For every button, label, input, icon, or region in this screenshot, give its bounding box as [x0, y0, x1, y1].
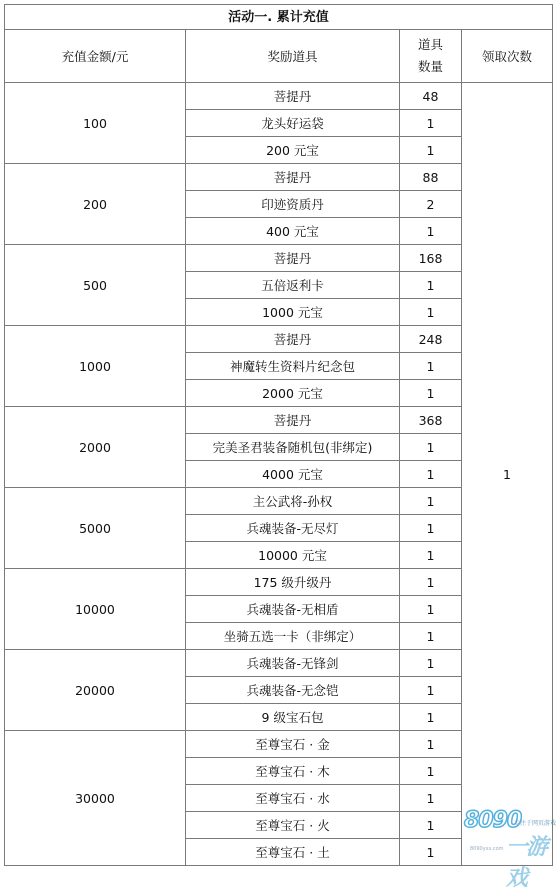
recharge-reward-table [4, 4, 553, 866]
reward-item-quantity: 1 [400, 434, 462, 461]
table-title: 活动一. 累计充值 [5, 5, 553, 30]
reward-item-name: 菩提丹 [186, 407, 400, 434]
reward-item-quantity: 1 [400, 623, 462, 650]
header-qty-line1: 道具 [417, 37, 443, 52]
reward-item-name: 菩提丹 [186, 83, 400, 110]
tier-amount-cell: 100 [5, 83, 186, 164]
watermark-brand: 一游戏 [506, 835, 547, 891]
header-times: 领取次数 [462, 30, 553, 83]
table-row [5, 83, 553, 110]
reward-item-name: 1000 元宝 [186, 299, 400, 326]
reward-item-quantity: 1 [400, 596, 462, 623]
reward-item-name: 兵魂装备-无相盾 [186, 596, 400, 623]
reward-item-name: 至尊宝石 · 火 [186, 812, 400, 839]
reward-item-name: 五倍返利卡 [186, 272, 400, 299]
reward-item-name: 10000 元宝 [186, 542, 400, 569]
watermark-tagline: 专注于网页游戏 [514, 820, 556, 827]
reward-item-quantity: 1 [400, 677, 462, 704]
watermark-url: 8090yxs.com [470, 846, 504, 852]
tier-amount-cell: 2000 [5, 407, 186, 488]
reward-item-name: 主公武将-孙权 [186, 488, 400, 515]
tier-amount-cell: 200 [5, 164, 186, 245]
header-qty-line2: 数量 [417, 59, 443, 74]
reward-item-quantity: 1 [400, 353, 462, 380]
reward-item-quantity: 1 [400, 272, 462, 299]
table-header-row [5, 30, 553, 83]
reward-item-quantity: 1 [400, 839, 462, 866]
header-amount: 充值金额/元 [5, 30, 186, 83]
tier-amount-cell: 5000 [5, 488, 186, 569]
reward-item-quantity: 168 [400, 245, 462, 272]
reward-item-name: 菩提丹 [186, 164, 400, 191]
reward-item-quantity: 48 [400, 83, 462, 110]
tier-amount-cell: 20000 [5, 650, 186, 731]
reward-item-name: 至尊宝石 · 木 [186, 758, 400, 785]
reward-item-name: 坐骑五选一卡（非绑定） [186, 623, 400, 650]
tier-amount-cell: 500 [5, 245, 186, 326]
reward-item-name: 至尊宝石 · 水 [186, 785, 400, 812]
tier-amount-cell: 1000 [5, 326, 186, 407]
reward-item-quantity: 1 [400, 515, 462, 542]
reward-item-quantity: 1 [400, 758, 462, 785]
reward-item-name: 兵魂装备-无念铠 [186, 677, 400, 704]
reward-item-name: 兵魂装备-无锋剑 [186, 650, 400, 677]
reward-item-name: 至尊宝石 · 土 [186, 839, 400, 866]
watermark-number: 8090 [464, 808, 522, 833]
reward-item-quantity: 88 [400, 164, 462, 191]
reward-item-name: 175 级升级丹 [186, 569, 400, 596]
reward-item-name: 兵魂装备-无尽灯 [186, 515, 400, 542]
table-title-row [5, 5, 553, 30]
tier-amount-cell: 10000 [5, 569, 186, 650]
reward-item-quantity: 248 [400, 326, 462, 353]
reward-item-name: 龙头好运袋 [186, 110, 400, 137]
reward-item-quantity: 1 [400, 569, 462, 596]
reward-item-name: 200 元宝 [186, 137, 400, 164]
reward-item-name: 400 元宝 [186, 218, 400, 245]
reward-item-quantity: 1 [400, 110, 462, 137]
reward-item-quantity: 1 [400, 704, 462, 731]
reward-item-quantity: 1 [400, 461, 462, 488]
tier-amount-cell: 30000 [5, 731, 186, 866]
reward-item-quantity: 1 [400, 731, 462, 758]
reward-item-quantity: 1 [400, 299, 462, 326]
reward-item-quantity: 1 [400, 650, 462, 677]
claim-times-cell: 1 [462, 83, 553, 866]
table-body [5, 83, 553, 866]
reward-item-name: 至尊宝石 · 金 [186, 731, 400, 758]
reward-item-name: 9 级宝石包 [186, 704, 400, 731]
reward-item-quantity: 1 [400, 542, 462, 569]
reward-item-name: 4000 元宝 [186, 461, 400, 488]
header-qty [400, 30, 462, 83]
reward-item-quantity: 1 [400, 488, 462, 515]
reward-item-quantity: 1 [400, 137, 462, 164]
reward-item-name: 菩提丹 [186, 326, 400, 353]
reward-item-name: 完美圣君装备随机包(非绑定) [186, 434, 400, 461]
reward-item-name: 印迹资质丹 [186, 191, 400, 218]
reward-item-quantity: 368 [400, 407, 462, 434]
reward-item-name: 2000 元宝 [186, 380, 400, 407]
reward-item-quantity: 1 [400, 380, 462, 407]
header-reward: 奖励道具 [186, 30, 400, 83]
reward-item-quantity: 1 [400, 785, 462, 812]
reward-item-quantity: 2 [400, 191, 462, 218]
reward-item-name: 菩提丹 [186, 245, 400, 272]
reward-item-quantity: 1 [400, 812, 462, 839]
reward-item-quantity: 1 [400, 218, 462, 245]
reward-item-name: 神魔转生资料片纪念包 [186, 353, 400, 380]
